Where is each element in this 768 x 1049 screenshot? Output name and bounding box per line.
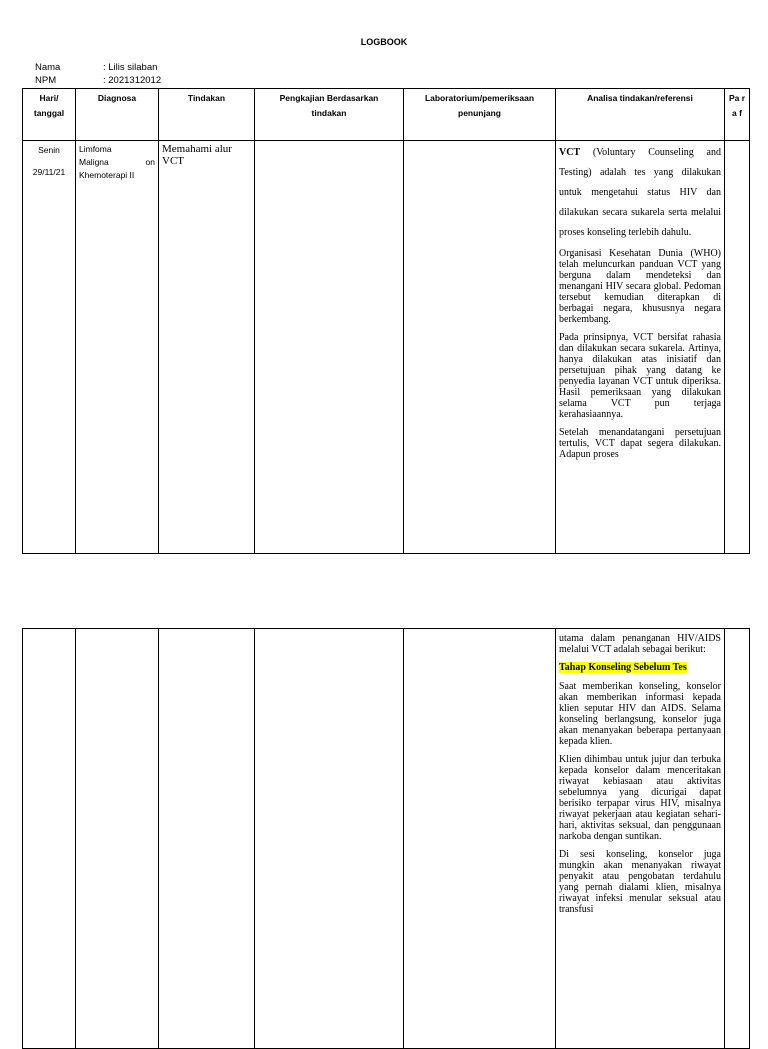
header-tindakan: Tindakan [159,89,255,141]
student-name-row [35,62,157,74]
cell-analisa [556,141,725,554]
paragraph-setelah: Setelah menandatangani persetujuan tertulis, VCT dapat segera dilakukan. Adapun proses [559,427,721,460]
vct-definition [559,143,721,243]
npm-value: : 2021312012 [103,75,162,86]
cell-pengkajian [255,141,404,554]
diagnosa-line-1: Limfoma [79,144,112,154]
cell-laboratorium [404,629,556,1049]
header-paraf: Pa ra f [725,89,750,141]
section-heading [559,662,721,673]
cell-tindakan [159,141,255,554]
diagnosa-line-3: Khemoterapi II [79,170,135,180]
npm-label: NPM [35,75,57,86]
logbook-table [22,88,750,554]
diagnosa-line-2: Maligna on [79,157,155,167]
paragraph-utama: utama dalam penanganan HIV/AIDS melalui VCT adalah sebagai berikut: [559,633,721,655]
paragraph-saat: Saat memberikan konseling, konselor akan memberikan informasi kepada klien seputar HIV dan AIDS. Selama konseling berlangsung, konselor juga akan menanyakan beberapa pertanyaan kepada klien. [559,681,721,747]
table-row [23,629,750,1049]
highlighted-heading: Tahap Konseling Sebelum Tes [559,662,687,673]
cell-hari [23,629,76,1049]
page-title: LOGBOOK [360,37,408,47]
cell-diagnosa [76,141,159,554]
tindakan-text: Memahami alur VCT [162,143,232,167]
name-label: Nama [35,62,61,73]
day-text: Senin [38,145,60,155]
header-analisa: Analisa tindakan/referensi [556,89,725,141]
paragraph-sesi: Di sesi konseling, konselor juga mungkin akan menanyakan riwayat penyakit atau pengobatan terdahulu yang pernah dialami klien, misalnya riwayat infeksi menular seksual atau transfusi [559,849,721,915]
paragraph-who: Organisasi Kesehatan Dunia (WHO) telah meluncurkan panduan VCT yang berguna dalam mendeteksi dan menangani HIV secara global. Pedoman tersebut kemudian diterapkan di berbagai negara, khususnya negara berkembang. [559,248,721,325]
cell-laboratorium [404,141,556,554]
table-row [23,141,750,554]
cell-diagnosa [76,629,159,1049]
cell-analisa [556,629,725,1049]
cell-paraf [725,629,750,1049]
cell-hari [23,141,76,554]
header-diagnosa: Diagnosa [76,89,159,141]
header-laboratorium: Laboratorium/pemeriksaan penunjang [404,89,556,141]
paragraph-klien: Klien dihimbau untuk jujur dan terbuka kepada konselor dalam menceritakan riwayat kebiasaan atau aktivitas sebelumnya yang dicurigai dapat berisiko terpapar virus HIV, misalnya riwayat pekerjaan atau kegiatan sehari-hari, aktivitas seksual, dan penggunaan narkoba dengan suntikan. [559,754,721,842]
student-npm-row [35,75,161,87]
header-pengkajian: Pengkajian Berdasarkan tindakan [255,89,404,141]
cell-tindakan [159,629,255,1049]
logbook-table-continued [22,628,750,1049]
paragraph-prinsip: Pada prinsipnya, VCT bersifat rahasia dan dilakukan secara sukarela. Artinya, hanya dilakukan atas inisiatif dan persetujuan pihak yang datang ke penyedia layanan VCT untuk diperiksa. Hasil pemeriksaan yang dilakukan selama VCT pun terjaga kerahasiaannya. [559,332,721,420]
name-value: : Lilis silaban [103,62,158,73]
vct-definition-text: (Voluntary Counseling and Testing) adalah tes yang dilakukan untuk mengetahui status HIV dan dilakukan secara sukarela serta melalui proses konseling terlebih dahulu. [559,147,721,238]
date-text: 29/11/21 [32,167,66,177]
cell-paraf [725,141,750,554]
vct-term: VCT [559,147,581,158]
header-hari: Hari/ tanggal [23,89,76,141]
table-header-row [23,89,750,141]
cell-pengkajian [255,629,404,1049]
